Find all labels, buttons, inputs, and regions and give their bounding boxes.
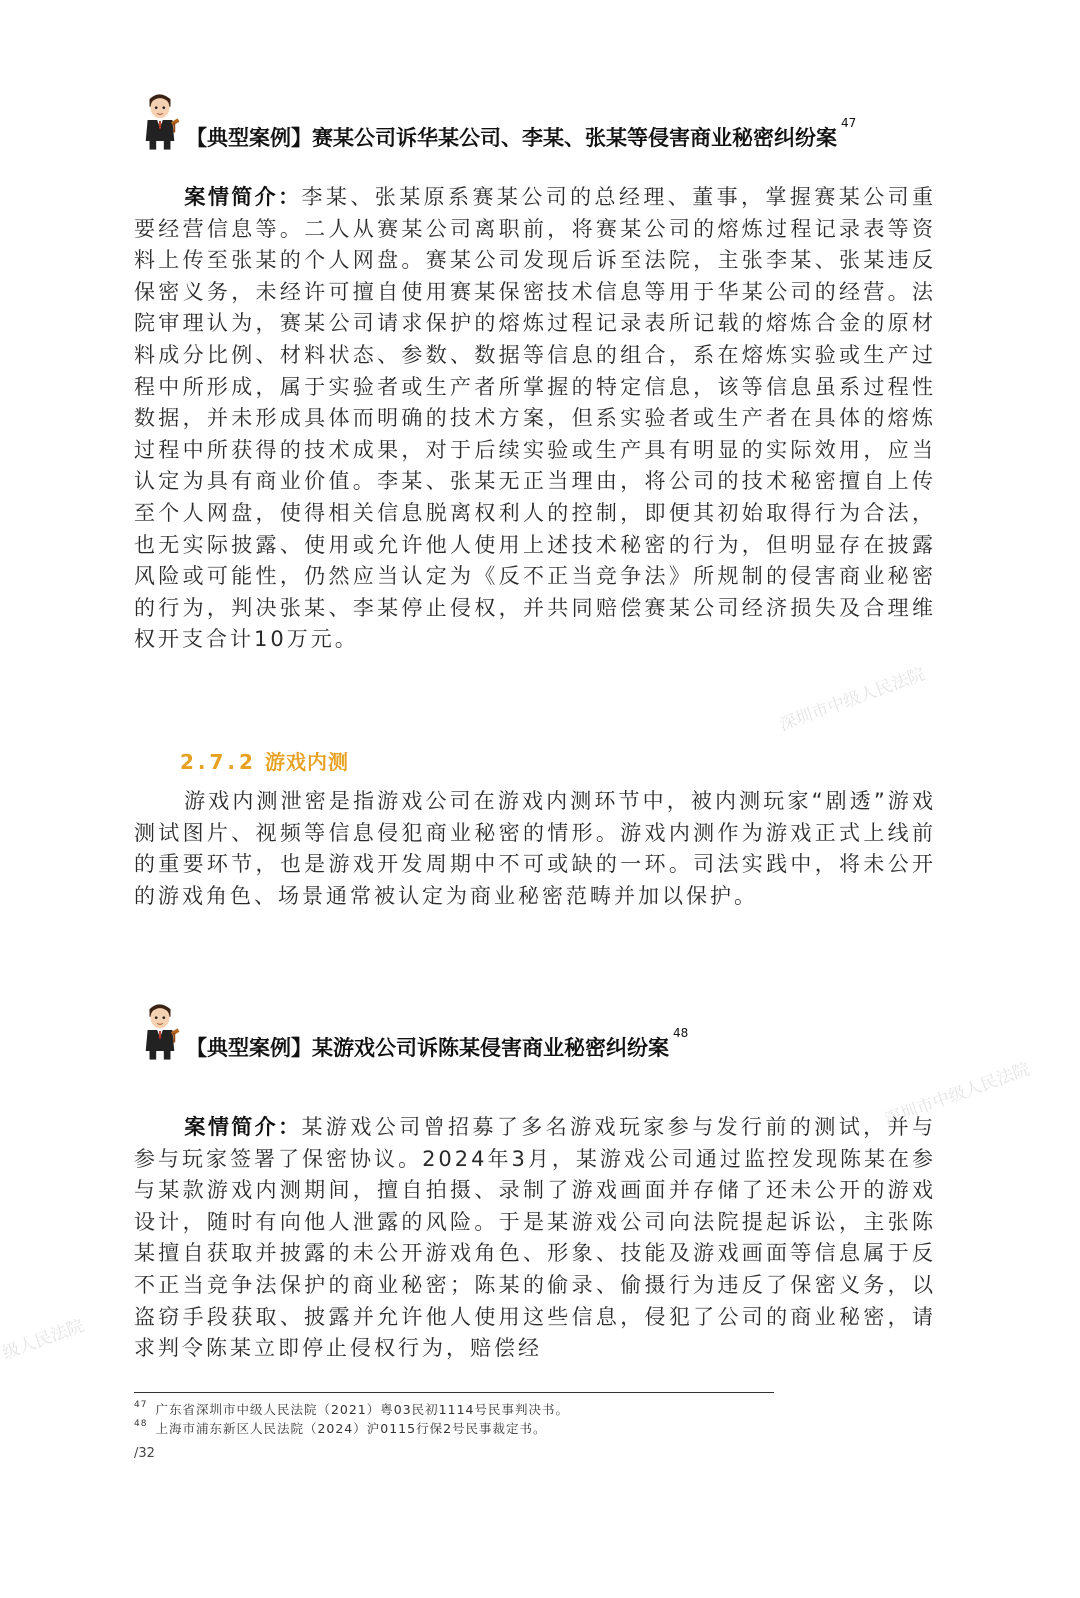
section-title: 游戏内测 (264, 750, 349, 774)
footnote-number: 47 (134, 1400, 148, 1410)
watermark: 深圳市中级人民法院 (882, 1059, 1033, 1131)
footnote-text: 广东省深圳市中级人民法院（2021）粤03民初1114号民事判决书。 (155, 1402, 569, 1417)
footnote-number: 48 (134, 1419, 148, 1429)
watermark: 深圳市中级人民法院 (777, 664, 928, 736)
footnote-text: 上海市浦东新区人民法院（2024）沪0115行保2号民事裁定书。 (155, 1421, 547, 1436)
case-heading (140, 90, 856, 152)
watermark: 级人民法院 (0, 1315, 87, 1364)
case-title: 【典型案例】某游戏公司诉陈某侵害商业秘密纠纷案 (186, 1036, 669, 1060)
section-body: 游戏内测泄密是指游戏公司在游戏内测环节中，被内测玩家“剧透”游戏测试图片、视频等信息侵犯商业秘密的情形。游戏内测作为游戏正式上线前的重要环节，也是游戏开发周期中不可或缺的一环。司法实践中，将未公开的游戏角色、场景通常被认定为商业秘密范畴并加以保护。 (134, 789, 936, 908)
judge-avatar-icon (140, 1000, 180, 1062)
footnote-divider (134, 1392, 774, 1393)
footnote (134, 1400, 569, 1418)
section-number: 2.7.2 (180, 750, 257, 774)
case-paragraph (134, 1112, 936, 1365)
section-heading (180, 746, 349, 775)
case-lead: 案情简介： (184, 185, 302, 209)
judge-avatar-icon (140, 90, 180, 152)
footnote (134, 1419, 547, 1437)
case-paragraph (134, 182, 936, 656)
page-number: /32 (134, 1446, 155, 1461)
section-paragraph (134, 786, 936, 912)
case-body: 某游戏公司曾招募了多名游戏玩家参与发行前的测试，并与参与玩家签署了保密协议。2024年3月，某游戏公司通过监控发现陈某在参与某款游戏内测期间，擅自拍摄、录制了游戏画面并存储了还未公开的游戏设计，随时有向他人泄露的风险。于是某游戏公司向法院提起诉讼，主张陈某擅自获取并披露的未公开游戏角色、形象、技能及游戏画面等信息属于反不正当竞争法保护的商业秘密；陈某的偷录、偷摄行为违反了保密义务，以盗窃手段获取、披露并允许他人使用这些信息，侵犯了公司的商业秘密，请求判令陈某立即停止侵权行为，赔偿经 (134, 1115, 936, 1361)
footnote-ref: 48 (673, 1026, 689, 1040)
footnote-ref: 47 (841, 116, 857, 130)
case-heading (140, 1000, 688, 1062)
case-lead: 案情简介： (184, 1115, 302, 1139)
case-body: 李某、张某原系赛某公司的总经理、董事，掌握赛某公司重要经营信息等。二人从赛某公司离职前，将赛某公司的熔炼过程记录表等资料上传至张某的个人网盘。赛某公司发现后诉至法院，主张李某、张某违反保密义务，未经许可擅自使用赛某保密技术信息等用于华某公司的经营。法院审理认为，赛某公司请求保护的熔炼过程记录表所记载的熔炼合金的原材料成分比例、材料状态、参数、数据等信息的组合，系在熔炼实验或生产过程中所形成，属于实验者或生产者所掌握的特定信息，该等信息虽系过程性数据，并未形成具体而明确的技术方案，但系实验者或生产者在具体的熔炼过程中所获得的技术成果，对于后续实验或生产具有明显的实际效用，应当认定为具有商业价值。李某、张某无正当理由，将公司的技术秘密擅自上传至个人网盘，使得相关信息脱离权利人的控制，即便其初始取得行为合法，也无实际披露、使用或允许他人使用上述技术秘密的行为，但明显存在披露风险或可能性，仍然应当认定为《反不正当竞争法》所规制的侵害商业秘密的行为，判决张某、李某停止侵权，并共同赔偿赛某公司经济损失及合理维权开支合计10万元。 (134, 185, 936, 652)
case-title: 【典型案例】赛某公司诉华某公司、李某、张某等侵害商业秘密纠纷案 (186, 126, 837, 150)
